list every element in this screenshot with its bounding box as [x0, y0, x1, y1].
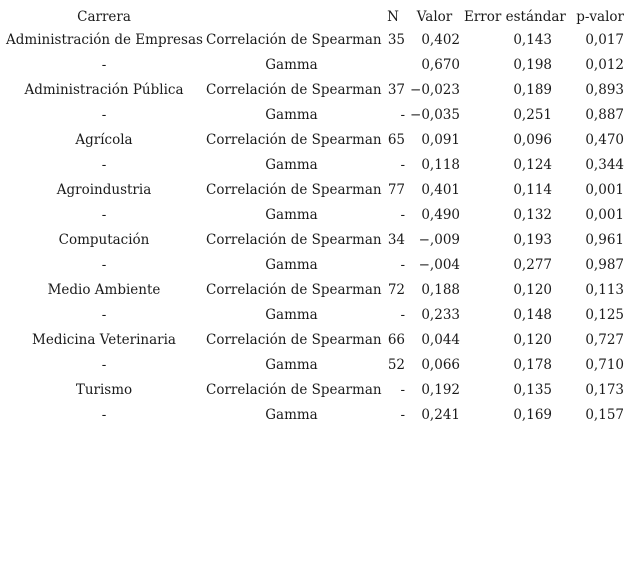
cell-n: 72: [387, 282, 405, 298]
table-row: [4, 203, 626, 228]
table-row: [4, 128, 626, 153]
cell-metodo: Correlación de Spearman: [206, 382, 382, 398]
table-row: [4, 228, 626, 253]
cell-valor: 0,188: [421, 282, 460, 298]
cell-valor: 0,402: [421, 32, 460, 48]
cell-n: 35: [387, 32, 405, 48]
cell-error-estandar: 0,277: [513, 257, 552, 273]
table-row: [4, 103, 626, 128]
header-valor: Valor: [416, 9, 453, 25]
cell-p-valor: 0,887: [585, 107, 624, 123]
cell-p-valor: 0,113: [585, 282, 624, 298]
cell-error-estandar: 0,120: [513, 332, 552, 348]
cell-error-estandar: 0,135: [513, 382, 552, 398]
cell-n: 34: [387, 232, 405, 248]
cell-metodo: Correlación de Spearman: [206, 332, 382, 348]
cell-p-valor: 0,012: [585, 57, 624, 73]
table-row: [4, 278, 626, 303]
cell-metodo: Correlación de Spearman: [206, 282, 382, 298]
header-n: N: [387, 9, 399, 25]
header-metodo: [204, 6, 379, 28]
cell-p-valor: 0,727: [585, 332, 624, 348]
table-row: [4, 53, 626, 78]
cell-valor: −0,023: [410, 82, 460, 98]
cell-carrera: -: [101, 157, 107, 173]
cell-n: 37: [387, 82, 405, 98]
cell-p-valor: 0,961: [585, 232, 624, 248]
cell-n: -: [400, 207, 405, 223]
cell-error-estandar: 0,143: [513, 32, 552, 48]
cell-error-estandar: 0,193: [513, 232, 552, 248]
table-row: [4, 178, 626, 203]
cell-n: 65: [387, 132, 405, 148]
cell-p-valor: 0,710: [585, 357, 624, 373]
cell-carrera: Medio Ambiente: [47, 282, 161, 298]
cell-n: -: [400, 407, 405, 423]
cell-n: [379, 53, 407, 78]
table-row: [4, 328, 626, 353]
cell-error-estandar: 0,120: [513, 282, 552, 298]
cell-valor: 0,192: [421, 382, 460, 398]
table-row: [4, 353, 626, 378]
cell-carrera: -: [101, 57, 107, 73]
header-error: Error estándar: [464, 9, 566, 25]
table-row: [4, 253, 626, 278]
cell-carrera: -: [101, 207, 107, 223]
cell-p-valor: 0,987: [585, 257, 624, 273]
cell-carrera: -: [101, 257, 107, 273]
cell-metodo: Gamma: [265, 207, 318, 223]
cell-error-estandar: 0,169: [513, 407, 552, 423]
cell-valor: 0,091: [421, 132, 460, 148]
cell-error-estandar: 0,124: [513, 157, 552, 173]
header-p-valor: p-valor: [576, 9, 624, 25]
cell-metodo: Correlación de Spearman: [206, 182, 382, 198]
cell-n: 52: [387, 357, 405, 373]
cell-valor: 0,401: [421, 182, 460, 198]
table-row: [4, 303, 626, 328]
cell-metodo: Correlación de Spearman: [206, 32, 382, 48]
cell-carrera: Administración Pública: [24, 82, 184, 98]
cell-p-valor: 0,125: [585, 307, 624, 323]
cell-carrera: -: [101, 357, 107, 373]
cell-p-valor: 0,157: [585, 407, 624, 423]
table-header-row: [4, 6, 626, 28]
cell-metodo: Gamma: [265, 157, 318, 173]
table-row: [4, 153, 626, 178]
cell-metodo: Correlación de Spearman: [206, 132, 382, 148]
cell-error-estandar: 0,198: [513, 57, 552, 73]
cell-carrera: Medicina Veterinaria: [32, 332, 176, 348]
cell-error-estandar: 0,178: [513, 357, 552, 373]
cell-valor: 0,044: [421, 332, 460, 348]
cell-n: 77: [387, 182, 405, 198]
cell-valor: −,009: [418, 232, 460, 248]
cell-n: -: [400, 107, 405, 123]
cell-carrera: -: [101, 307, 107, 323]
cell-valor: −0,035: [410, 107, 460, 123]
cell-valor: 0,233: [421, 307, 460, 323]
cell-carrera: -: [101, 107, 107, 123]
cell-n: -: [400, 257, 405, 273]
cell-error-estandar: 0,251: [513, 107, 552, 123]
cell-p-valor: 0,001: [585, 182, 624, 198]
cell-carrera: Administración de Empresas: [6, 32, 203, 48]
cell-n: -: [400, 382, 405, 398]
table-row: [4, 378, 626, 403]
table-body: [4, 28, 626, 428]
cell-metodo: Correlación de Spearman: [206, 82, 382, 98]
cell-error-estandar: 0,114: [513, 182, 552, 198]
cell-metodo: Gamma: [265, 57, 318, 73]
cell-carrera: -: [101, 407, 107, 423]
cell-valor: 0,118: [421, 157, 460, 173]
cell-valor: 0,066: [421, 357, 460, 373]
cell-n: -: [400, 307, 405, 323]
correlation-table: [4, 6, 626, 428]
cell-n: 66: [387, 332, 405, 348]
cell-valor: 0,241: [421, 407, 460, 423]
cell-error-estandar: 0,096: [513, 132, 552, 148]
cell-error-estandar: 0,132: [513, 207, 552, 223]
cell-p-valor: 0,017: [585, 32, 624, 48]
table-row: [4, 78, 626, 103]
cell-metodo: Gamma: [265, 307, 318, 323]
cell-error-estandar: 0,148: [513, 307, 552, 323]
cell-carrera: Turismo: [75, 382, 133, 398]
cell-p-valor: 0,470: [585, 132, 624, 148]
cell-metodo: Gamma: [265, 257, 318, 273]
cell-p-valor: 0,173: [585, 382, 624, 398]
cell-carrera: Agroindustria: [56, 182, 152, 198]
cell-metodo: Correlación de Spearman: [206, 232, 382, 248]
cell-metodo: Gamma: [265, 107, 318, 123]
cell-valor: −,004: [418, 257, 460, 273]
cell-carrera: Agrícola: [75, 132, 133, 148]
cell-p-valor: 0,001: [585, 207, 624, 223]
cell-n: -: [400, 157, 405, 173]
cell-metodo: Gamma: [265, 407, 318, 423]
cell-valor: 0,490: [421, 207, 460, 223]
header-carrera: Carrera: [77, 9, 131, 25]
cell-p-valor: 0,893: [585, 82, 624, 98]
cell-valor: 0,670: [421, 57, 460, 73]
cell-error-estandar: 0,189: [513, 82, 552, 98]
table-row: [4, 403, 626, 428]
cell-carrera: Computación: [58, 232, 150, 248]
cell-metodo: Gamma: [265, 357, 318, 373]
table-row: [4, 28, 626, 53]
cell-p-valor: 0,344: [585, 157, 624, 173]
